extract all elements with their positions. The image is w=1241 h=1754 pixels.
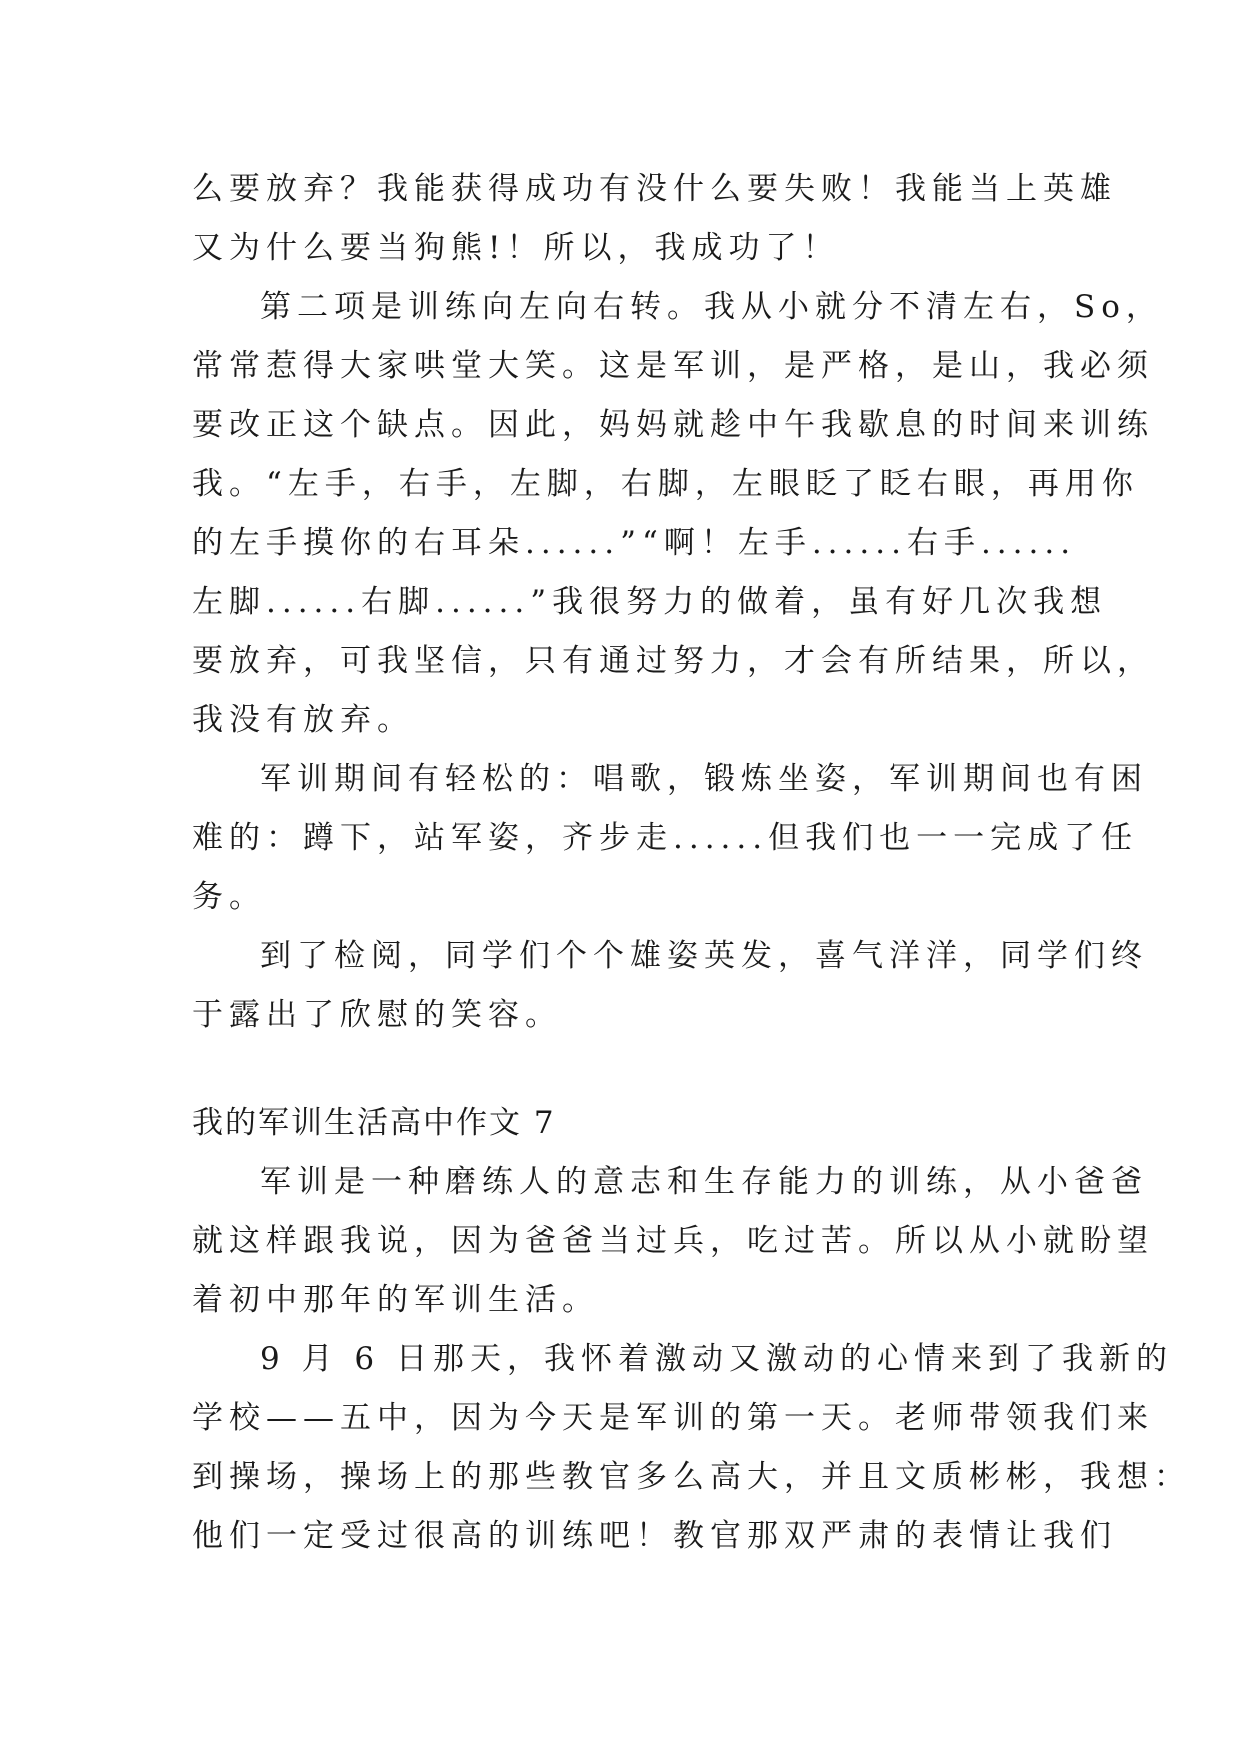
text-line: 又为什么要当狗熊!！所以，我成功了！	[192, 230, 840, 266]
text-line: 么要放弃？我能获得成功有没什么要失败！我能当上英雄	[192, 171, 1117, 207]
section-gap	[192, 1045, 1052, 1094]
text-line: 于露出了欣慰的笑容。	[192, 997, 562, 1033]
text-line: 务。	[192, 879, 266, 915]
section-heading: 我的军训生活高中作文 7	[192, 1105, 556, 1141]
text-line: 着初中那年的军训生活。	[192, 1282, 599, 1318]
paragraph-first-line: 到了检阅，同学们个个雄姿英发，喜气洋洋，同学们终	[260, 938, 1148, 974]
text-line: 左脚......右脚......”我很努力的做着，虽有好几次我想	[192, 584, 1108, 620]
text-line: 常常惹得大家哄堂大笑。这是军训，是严格，是山，我必须	[192, 348, 1154, 384]
text-line: 要放弃，可我坚信，只有通过努力，才会有所结果，所以，	[192, 643, 1154, 679]
text-line: 就这样跟我说，因为爸爸当过兵，吃过苦。所以从小就盼望	[192, 1223, 1154, 1259]
paragraph-first-line: 9 月 6 日那天，我怀着激动又激动的心情来到了我新的	[260, 1341, 1174, 1377]
text-line: 我。“左手，右手，左脚，右脚，左眼眨了眨右眼，再用你	[192, 466, 1139, 502]
text-line: 要改正这个缺点。因此，妈妈就趁中午我歇息的时间来训练	[192, 407, 1154, 443]
text-line: 的左手摸你的右耳朵......”“啊！左手......右手......	[192, 525, 1077, 561]
text-line: 到操场，操场上的那些教官多么高大，并且文质彬彬，我想：	[192, 1459, 1191, 1495]
paragraph-first-line: 军训期间有轻松的：唱歌，锻炼坐姿，军训期间也有困	[260, 761, 1148, 797]
text-line: 学校——五中，因为今天是军训的第一天。老师带领我们来	[192, 1400, 1154, 1436]
document-body	[192, 160, 1191, 1566]
text-line: 他们一定受过很高的训练吧！教官那双严肃的表情让我们	[192, 1518, 1117, 1554]
text-line: 我没有放弃。	[192, 702, 414, 738]
text-line: 难的：蹲下，站军姿，齐步走......但我们也一一完成了任	[192, 820, 1139, 856]
paragraph-first-line: 军训是一种磨练人的意志和生存能力的训练，从小爸爸	[260, 1164, 1148, 1200]
paragraph-first-line: 第二项是训练向左向右转。我从小就分不清左右，So，	[260, 289, 1163, 325]
